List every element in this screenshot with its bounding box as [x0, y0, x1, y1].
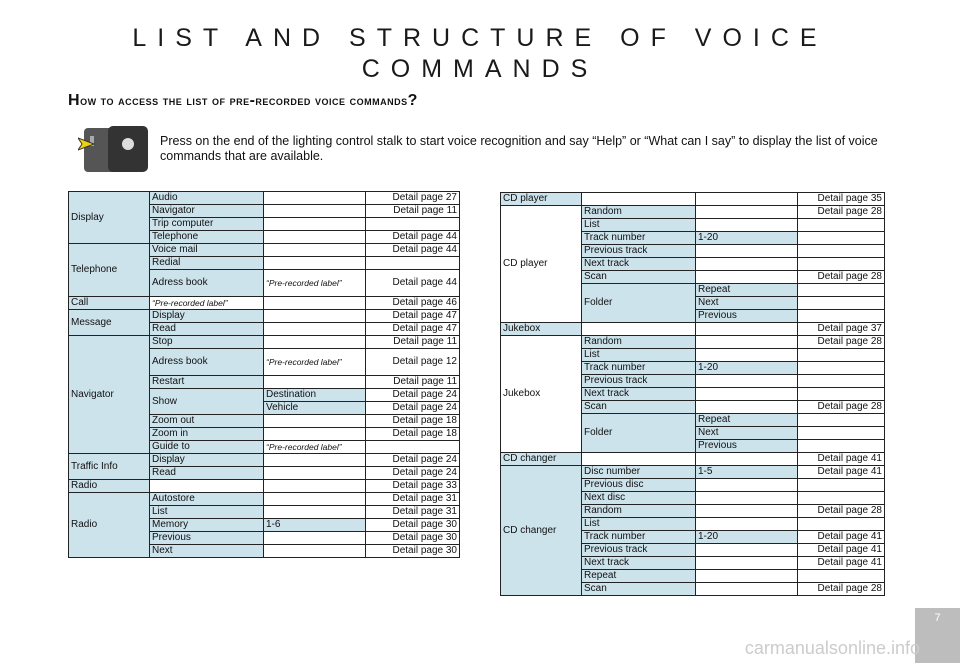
cmd-display: Display: [69, 192, 150, 244]
table-cell: Detail page 41: [798, 557, 885, 570]
table-cell: Detail page 18: [366, 428, 460, 441]
table-cell: Previous disc: [582, 479, 696, 492]
table-cell: [366, 257, 460, 270]
voice-commands-table-left: [68, 191, 460, 558]
table-cell: [798, 570, 885, 583]
table-cell: 1-6: [264, 519, 366, 532]
table-cell: Detail page 27: [366, 192, 460, 205]
table-cell: [696, 219, 798, 232]
table-cell: [798, 297, 885, 310]
table-cell: Scan: [582, 583, 696, 596]
table-cell: Detail page 46: [366, 297, 460, 310]
table-cell: [798, 388, 885, 401]
cmd-jukebox-group: Jukebox: [501, 336, 582, 453]
table-cell: [798, 375, 885, 388]
table-cell: 1-20: [696, 362, 798, 375]
table-cell: Detail page 30: [366, 545, 460, 558]
table-cell: Detail page 31: [366, 493, 460, 506]
table-cell: Next: [150, 545, 264, 558]
table-cell: [264, 480, 366, 493]
table-cell: [582, 453, 696, 466]
page-number-tab: 7: [915, 608, 960, 663]
table-cell: Repeat: [582, 570, 696, 583]
table-cell: Display: [150, 310, 264, 323]
table-cell: [798, 284, 885, 297]
table-cell: Track number: [582, 232, 696, 245]
table-cell: Redial: [150, 257, 264, 270]
table-cell: [696, 518, 798, 531]
table-cell: [696, 388, 798, 401]
table-cell: [696, 206, 798, 219]
watermark: carmanualsonline.info: [744, 638, 920, 658]
table-cell: List: [582, 518, 696, 531]
table-cell: [696, 258, 798, 271]
cmd-telephone: Telephone: [69, 244, 150, 297]
table-cell: Previous track: [582, 375, 696, 388]
table-cell: [798, 245, 885, 258]
table-cell: [264, 428, 366, 441]
table-cell: Random: [582, 206, 696, 219]
cmd-cd-changer-group: CD changer: [501, 466, 582, 596]
table-cell: Detail page 11: [366, 336, 460, 349]
table-cell: Show: [150, 389, 264, 415]
table-cell: [696, 557, 798, 570]
table-cell: Scan: [582, 401, 696, 414]
table-cell: Detail page 41: [798, 531, 885, 544]
table-cell: [798, 427, 885, 440]
table-cell: Previous: [696, 310, 798, 323]
table-cell: Detail page 28: [798, 271, 885, 284]
table-cell: Detail page 41: [798, 453, 885, 466]
table-cell: Detail page 24: [366, 402, 460, 415]
table-cell: [696, 492, 798, 505]
table-cell: “Pre-recorded label”: [264, 349, 366, 376]
table-cell: Repeat: [696, 414, 798, 427]
section-heading: How to access the list of pre-recorded voice commands?: [68, 92, 418, 109]
table-cell: [798, 479, 885, 492]
table-cell: Adress book: [150, 349, 264, 376]
table-cell: Scan: [582, 271, 696, 284]
table-cell: Detail page 47: [366, 310, 460, 323]
table-cell: [264, 415, 366, 428]
table-cell: [264, 336, 366, 349]
table-cell: [264, 257, 366, 270]
table-cell: Next track: [582, 557, 696, 570]
table-cell: [264, 218, 366, 231]
table-cell: 1-20: [696, 531, 798, 544]
table-cell: Detail page 44: [366, 231, 460, 244]
cmd-radio-group: Radio: [69, 493, 150, 558]
cmd-cd-player: CD player: [501, 193, 582, 206]
table-cell: Telephone: [150, 231, 264, 244]
table-cell: Random: [582, 336, 696, 349]
cmd-jukebox: Jukebox: [501, 323, 582, 336]
table-cell: Read: [150, 323, 264, 336]
table-cell: Memory: [150, 519, 264, 532]
table-cell: Detail page 30: [366, 519, 460, 532]
table-cell: Display: [150, 454, 264, 467]
table-cell: Vehicle: [264, 402, 366, 415]
table-cell: [264, 545, 366, 558]
table-cell: Folder: [582, 284, 696, 323]
page-title: LIST AND STRUCTURE OF VOICE: [132, 24, 828, 52]
table-cell: [264, 493, 366, 506]
table-cell: [264, 454, 366, 467]
cmd-call: Call: [69, 297, 150, 310]
table-cell: [798, 440, 885, 453]
table-cell: Detail page 41: [798, 544, 885, 557]
table-cell: [366, 441, 460, 454]
table-cell: [264, 323, 366, 336]
cmd-traffic-info: Traffic Info: [69, 454, 150, 480]
table-cell: [264, 376, 366, 389]
table-cell: Next: [696, 427, 798, 440]
table-cell: Previous track: [582, 245, 696, 258]
table-cell: Next disc: [582, 492, 696, 505]
table-cell: Navigator: [150, 205, 264, 218]
table-cell: Detail page 47: [366, 323, 460, 336]
table-cell: [798, 258, 885, 271]
table-cell: [366, 218, 460, 231]
cmd-radio: Radio: [69, 480, 150, 493]
table-cell: Destination: [264, 389, 366, 402]
table-cell: [696, 375, 798, 388]
table-cell: [696, 570, 798, 583]
table-cell: [264, 192, 366, 205]
table-cell: Next track: [582, 258, 696, 271]
table-cell: [798, 492, 885, 505]
table-cell: Detail page 11: [366, 205, 460, 218]
table-cell: Detail page 44: [366, 270, 460, 297]
table-cell: Detail page 28: [798, 505, 885, 518]
table-cell: [696, 479, 798, 492]
table-cell: [264, 532, 366, 545]
table-cell: [264, 506, 366, 519]
table-cell: Detail page 28: [798, 336, 885, 349]
table-cell: [798, 349, 885, 362]
table-cell: [264, 205, 366, 218]
intro-text: Press on the end of the lighting control stalk to start voice recognition and say “Help” or “What can I say” to display the list of voice commands that are available.: [160, 134, 878, 163]
table-cell: Detail page 28: [798, 401, 885, 414]
table-cell: [264, 231, 366, 244]
table-cell: Detail page 30: [366, 532, 460, 545]
table-cell: Detail page 11: [366, 376, 460, 389]
table-cell: “Pre-recorded label”: [264, 270, 366, 297]
table-cell: List: [150, 506, 264, 519]
table-cell: [582, 323, 696, 336]
table-cell: Adress book: [150, 270, 264, 297]
table-cell: [696, 505, 798, 518]
table-cell: Detail page 24: [366, 454, 460, 467]
table-cell: Zoom out: [150, 415, 264, 428]
cmd-guide-to: Guide to: [150, 441, 264, 454]
table-cell: “Pre-recorded label”: [264, 441, 366, 454]
table-cell: Next: [696, 297, 798, 310]
table-cell: Read: [150, 467, 264, 480]
cmd-navigator: Navigator: [69, 336, 150, 454]
table-cell: “Pre-recorded label”: [150, 297, 264, 310]
table-cell: [798, 414, 885, 427]
table-cell: [264, 244, 366, 257]
table-cell: Detail page 12: [366, 349, 460, 376]
table-cell: [798, 518, 885, 531]
table-cell: [696, 583, 798, 596]
table-cell: [264, 467, 366, 480]
table-cell: Detail page 28: [798, 206, 885, 219]
table-cell: Detail page 37: [798, 323, 885, 336]
lighting-stalk-image: [78, 126, 148, 172]
table-cell: [696, 453, 798, 466]
table-cell: Detail page 33: [366, 480, 460, 493]
table-cell: Folder: [582, 414, 696, 453]
voice-commands-table-right: [500, 192, 885, 596]
table-cell: [798, 310, 885, 323]
table-cell: [798, 232, 885, 245]
table-cell: [150, 480, 264, 493]
table-cell: Detail page 44: [366, 244, 460, 257]
table-cell: [798, 362, 885, 375]
table-cell: Detail page 18: [366, 415, 460, 428]
table-cell: Disc number: [582, 466, 696, 479]
page-title-line-2: COMMANDS: [361, 55, 599, 83]
table-cell: Track number: [582, 362, 696, 375]
table-cell: Detail page 31: [366, 506, 460, 519]
table-cell: Voice mail: [150, 244, 264, 257]
cmd-message: Message: [69, 310, 150, 336]
table-cell: [582, 193, 696, 206]
table-cell: 1-20: [696, 232, 798, 245]
table-cell: Autostore: [150, 493, 264, 506]
table-cell: Restart: [150, 376, 264, 389]
table-cell: Previous: [150, 532, 264, 545]
table-cell: [696, 271, 798, 284]
table-cell: Trip computer: [150, 218, 264, 231]
table-cell: [264, 297, 366, 310]
table-cell: Detail page 35: [798, 193, 885, 206]
table-cell: 1-5: [696, 466, 798, 479]
table-cell: Audio: [150, 192, 264, 205]
table-cell: Stop: [150, 336, 264, 349]
table-cell: [696, 544, 798, 557]
table-cell: [696, 245, 798, 258]
table-cell: List: [582, 349, 696, 362]
table-cell: Zoom in: [150, 428, 264, 441]
table-cell: Repeat: [696, 284, 798, 297]
table-cell: Detail page 24: [366, 389, 460, 402]
table-cell: [798, 219, 885, 232]
table-cell: Previous track: [582, 544, 696, 557]
table-cell: List: [582, 219, 696, 232]
table-cell: Track number: [582, 531, 696, 544]
table-cell: Detail page 41: [798, 466, 885, 479]
table-cell: [264, 310, 366, 323]
cmd-cd-changer: CD changer: [501, 453, 582, 466]
table-cell: Previous: [696, 440, 798, 453]
table-cell: [696, 323, 798, 336]
table-cell: [696, 336, 798, 349]
table-cell: Detail page 28: [798, 583, 885, 596]
table-cell: [696, 349, 798, 362]
table-cell: Random: [582, 505, 696, 518]
table-cell: Next track: [582, 388, 696, 401]
table-cell: Detail page 24: [366, 467, 460, 480]
table-cell: [696, 193, 798, 206]
table-cell: [696, 401, 798, 414]
cmd-cd-player-group: CD player: [501, 206, 582, 323]
